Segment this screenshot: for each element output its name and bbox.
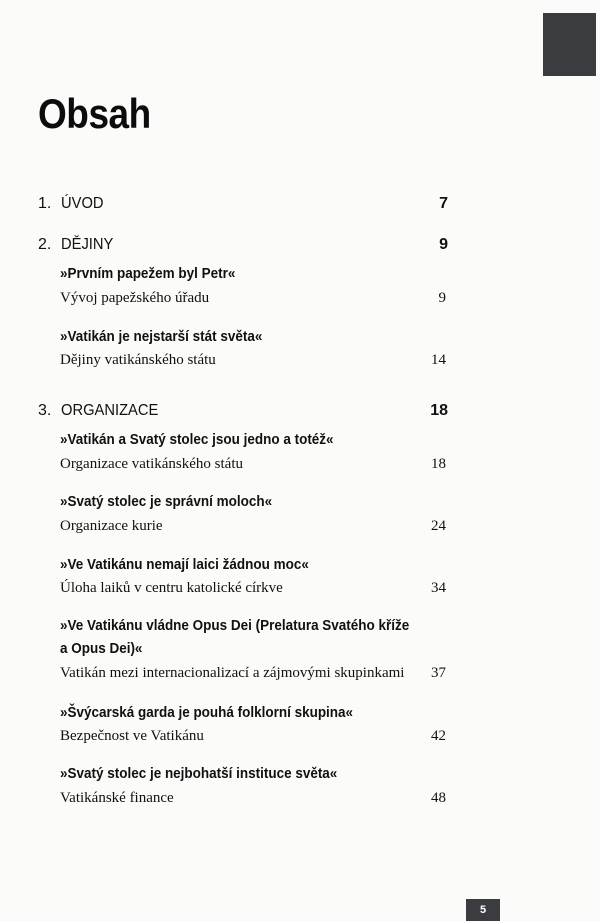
entry-subtitle-row[interactable] (60, 580, 446, 600)
chapter-row[interactable] (38, 402, 448, 424)
chapter-title: ÚVOD (61, 195, 104, 212)
entry-heading[interactable]: »Vatikán a Svatý stolec jsou jedno a totéž« (60, 432, 334, 448)
chapter-title: ORGANIZACE (61, 402, 159, 419)
entry-subtitle-row[interactable] (60, 665, 446, 685)
chapter-title: DĚJINY (61, 236, 114, 253)
entry-heading[interactable]: »Švýcarská garda je pouhá folklorní skupina« (60, 705, 354, 721)
chapter-number: 2. (38, 236, 52, 253)
entry-heading[interactable]: »Vatikán je nejstarší stát světa« (60, 329, 263, 345)
entry-heading-line1[interactable]: »Ve Vatikánu vládne Opus Dei (Prelatura Svatého kříže (60, 618, 410, 634)
chapter-number: 3. (38, 402, 52, 419)
entry-subtitle-row[interactable] (60, 790, 446, 810)
entry-page: 42 (431, 728, 446, 744)
page-title: Obsah (38, 90, 151, 137)
entry-page: 34 (431, 580, 446, 596)
chapter-page: 9 (439, 236, 448, 253)
chapter-page: 7 (439, 195, 448, 212)
page-number-badge: 5 (466, 899, 500, 921)
entry-subtitle-row[interactable] (60, 290, 446, 310)
entry-page: 14 (431, 352, 446, 368)
entry-subtitle: Vývoj papežského úřadu (60, 290, 210, 306)
entry-heading-line2[interactable]: a Opus Dei)« (60, 641, 143, 657)
entry-heading[interactable]: »Svatý stolec je správní moloch« (60, 494, 273, 510)
entry-subtitle: Organizace kurie (60, 518, 163, 534)
entry-subtitle-row[interactable] (60, 352, 446, 372)
entry-subtitle: Úloha laiků v centru katolické církve (60, 580, 283, 596)
chapter-number: 1. (38, 195, 52, 212)
entry-subtitle: Vatikánské finance (60, 790, 174, 806)
entry-heading[interactable]: »Prvním papežem byl Petr« (60, 266, 236, 282)
entry-subtitle-row[interactable] (60, 456, 446, 476)
chapter-page: 18 (430, 402, 448, 419)
entry-page: 37 (431, 665, 446, 681)
entry-page: 18 (431, 456, 446, 472)
entry-page: 48 (431, 790, 446, 806)
entry-subtitle: Bezpečnost ve Vatikánu (60, 728, 204, 744)
entry-heading[interactable]: »Svatý stolec je nejbohatší instituce světa« (60, 766, 338, 782)
chapter-row[interactable] (38, 195, 448, 217)
entry-subtitle: Dějiny vatikánského státu (60, 352, 216, 368)
entry-page: 9 (438, 290, 446, 306)
entry-page: 24 (431, 518, 446, 534)
entry-subtitle: Organizace vatikánského státu (60, 456, 243, 472)
entry-subtitle-row[interactable] (60, 728, 446, 748)
chapter-row[interactable] (38, 236, 448, 258)
entry-subtitle-row[interactable] (60, 518, 446, 538)
entry-subtitle: Vatikán mezi internacionalizací a zájmovými skupinkami (60, 665, 405, 681)
entry-heading[interactable]: »Ve Vatikánu nemají laici žádnou moc« (60, 557, 309, 573)
